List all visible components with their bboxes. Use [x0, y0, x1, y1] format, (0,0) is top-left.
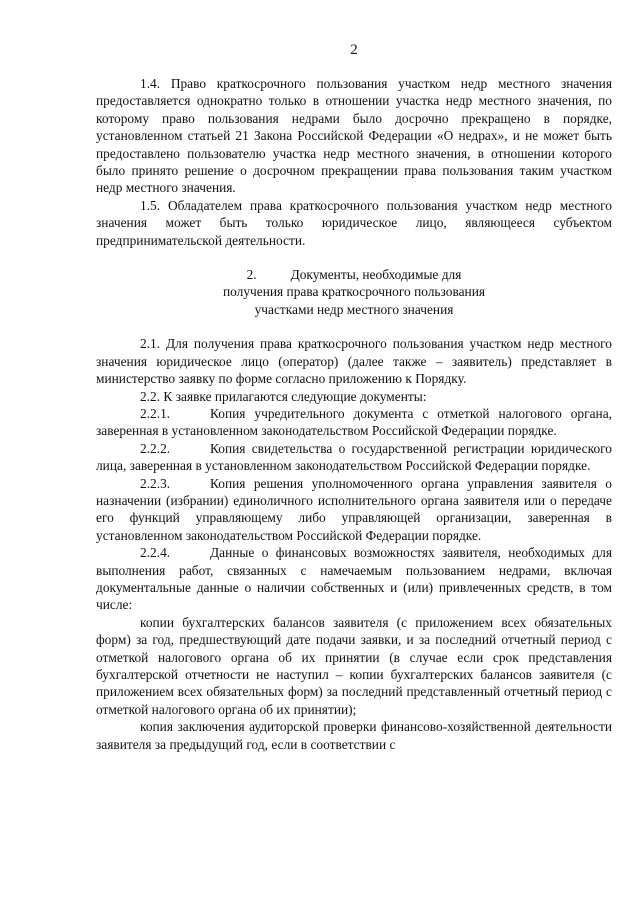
item-number: 2.2.2. [140, 440, 171, 456]
paragraph-2-2: 2.2. К заявке прилагаются следующие документы: [140, 388, 427, 404]
item-text: Копия свидетельства о государственной регистрации юридического лица, заверенная в установленном законодательством Российской Федерации порядке. [96, 440, 612, 474]
paragraph-2-1: 2.1. Для получения права краткосрочного пользования участком недр местного значения юридическое лицо (оператор) (далее также – заявитель) представляет в министерство заявку по форме согласно приложению к Порядку. [96, 336, 612, 387]
paragraph-2-2-4 [96, 544, 612, 614]
paragraph-1-5: 1.5. Обладателем права краткосрочного пользования участком недр местного значения может быть только юридическое лицо, являющееся субъектом предпринимательской деятельности. [96, 197, 612, 248]
item-text: Данные о финансовых возможностях заявителя, необходимых для выполнения работ, связанных с намечаемым пользованием недрами, включая документальные данные о наличии собственных и (или) привлеченных средств, в том числе: [96, 545, 612, 613]
document-body [96, 75, 612, 753]
item-text: Копия решения уполномоченного органа управления заявителя о назначении (избрании) единоличного исполнительного органа заявителя или о передаче его функций управляющему либо управляющей организации, заверенная в установленном законодательством Российской Федерации порядке. [96, 475, 612, 543]
paragraph-1-4: 1.4. Право краткосрочного пользования участком недр местного значения предоставляется однократно только в отношении участка недр местного значения, по которому право пользования недрами было досрочно прекращено в порядке, установленном статьей 21 Закона Российской Федерации «О недрах», и не может быть предоставлено пользователю участка недр местного значения, в отношении которого было принято решение о досрочном прекращении права пользования таким участком недр местного значения. [96, 76, 612, 196]
heading-line-3: участками недр местного значения [254, 301, 454, 317]
paragraph-2-2-2 [96, 440, 612, 475]
list-item-balances: копии бухгалтерских балансов заявителя (с приложением всех обязательных форм) за год, предшествующий дате подачи заявки, и за последний отчетный период с отметкой налогового органа об их принятии (в случае если срок представления бухгалтерской отчетности не наступил – копии бухгалтерских балансов заявителя (с приложением всех обязательных форм) за последний представленный отчетный период с отметкой налогового органа об их принятии); [96, 614, 612, 717]
item-number: 2.2.1. [140, 405, 171, 421]
paragraph-2-2-1 [96, 405, 612, 440]
paragraph-2-2-3 [96, 475, 612, 545]
document-page [96, 0, 612, 905]
item-number: 2.2.4. [140, 545, 171, 561]
heading-line-1: Документы, необходимые для [290, 267, 462, 283]
heading-line-2: получения права краткосрочного пользования [222, 284, 486, 300]
section-number: 2. [246, 267, 257, 283]
item-number: 2.2.3. [140, 475, 171, 491]
item-text: Копия учредительного документа с отметкой налогового органа, заверенная в установленном законодательством Российской Федерации порядке. [96, 405, 612, 439]
section-2-heading [96, 266, 612, 318]
page-number: 2 [350, 42, 358, 58]
list-item-audit: копия заключения аудиторской проверки финансово-хозяйственной деятельности заявителя за предыдущий год, если в соответствии с [96, 719, 612, 752]
